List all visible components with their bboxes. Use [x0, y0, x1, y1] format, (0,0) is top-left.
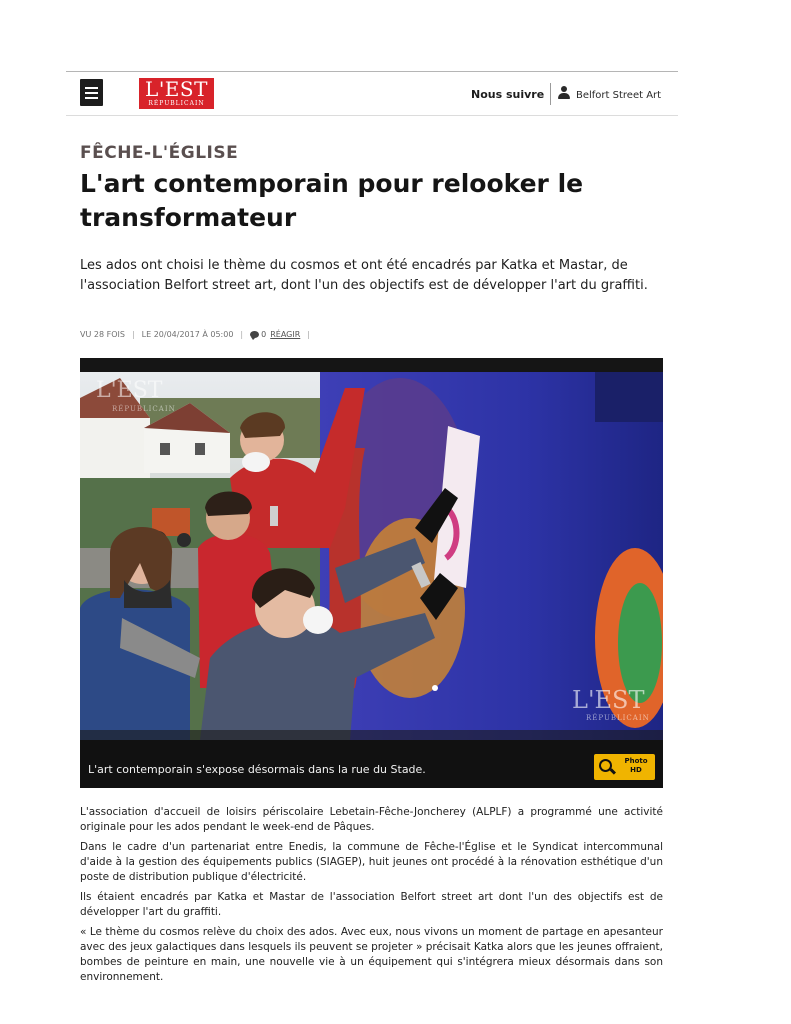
user-icon[interactable]	[558, 86, 570, 100]
comment-bubble-icon	[250, 331, 259, 338]
zoom-icon	[599, 759, 612, 772]
logo-sub-text: RÉPUBLICAIN	[148, 100, 205, 107]
article-paragraph: Ils étaient encadrés par Katka et Mastar de l'association Belfort street art dont l'un des objectifs est de développer l'art du graffiti.	[80, 891, 663, 918]
article-body	[80, 805, 663, 990]
article-paragraph: L'association d'accueil de loisirs périscolaire Lebetain-Fêche-Joncherey (ALPLF) a programmé une activité originale pour les ados pendant le week-end de Pâques.	[80, 806, 663, 833]
publish-date: LE 20/04/2017 À 05:00	[141, 330, 234, 339]
header-top-rule	[66, 71, 678, 72]
photo-hd-button[interactable]	[594, 754, 655, 780]
photo-watermark-top-sub: RÉPUBLICAIN	[112, 405, 176, 413]
photo-caption: L'art contemporain s'expose désormais dans la rue du Stade.	[88, 763, 426, 776]
article-paragraph: Dans le cadre d'un partenariat entre Enedis, la commune de Fêche-l'Église et le Syndicat intercommunal d'aide à la gestion des équipements publics (SIAGEP), huit jeunes ont procédé à la rénovation esthétique d'un poste de distribution publique d'électricité.	[80, 841, 663, 883]
article-location-kicker: FÊCHE-L'ÉGLISE	[80, 143, 239, 163]
photo-hd-label: Photo HD	[624, 757, 648, 774]
photo-watermark-top: L'EST	[96, 378, 163, 403]
hamburger-menu-icon[interactable]	[80, 79, 103, 106]
article-lead: Les ados ont choisi le thème du cosmos et ont été encadrés par Katka et Mastar, de l'association Belfort street art, dont l'un des objectifs est de développer l'art du graffiti.	[80, 258, 648, 293]
article-meta	[80, 330, 317, 339]
site-logo[interactable]	[139, 78, 214, 109]
view-count: VU 28 FOIS	[80, 330, 125, 339]
meta-separator: |	[240, 330, 244, 339]
photo-illustration	[80, 358, 663, 740]
meta-separator: |	[307, 330, 310, 339]
article-paragraph: « Le thème du cosmos relève du choix des ados. Avec eux, nous vivons un moment de partage en apesanteur avec des jeux galactiques dans lesquels ils peuvent se projeter » précisait Katka alors que les jeunes offraient, bombes de peinture en main, une nouvelle vie à un équipement qui s'intégrera mieux désormais dans son environnement.	[80, 926, 663, 983]
article-photo[interactable]	[80, 358, 663, 740]
logo-main-text: L'EST	[145, 77, 208, 101]
meta-separator: |	[131, 330, 135, 339]
article-title: L'art contemporain pour relooker le transformateur	[80, 169, 584, 232]
header-divider	[550, 83, 551, 105]
account-name-link[interactable]: Belfort Street Art	[576, 90, 662, 101]
photo-watermark-bottom: L'EST	[572, 686, 645, 714]
react-link[interactable]: RÉAGIR	[270, 330, 301, 339]
photo-watermark-bottom-sub: RÉPUBLICAIN	[586, 714, 650, 722]
comment-count: 0	[261, 330, 267, 339]
header-bottom-rule	[66, 115, 678, 116]
follow-us-link[interactable]: Nous suivre	[471, 88, 545, 101]
